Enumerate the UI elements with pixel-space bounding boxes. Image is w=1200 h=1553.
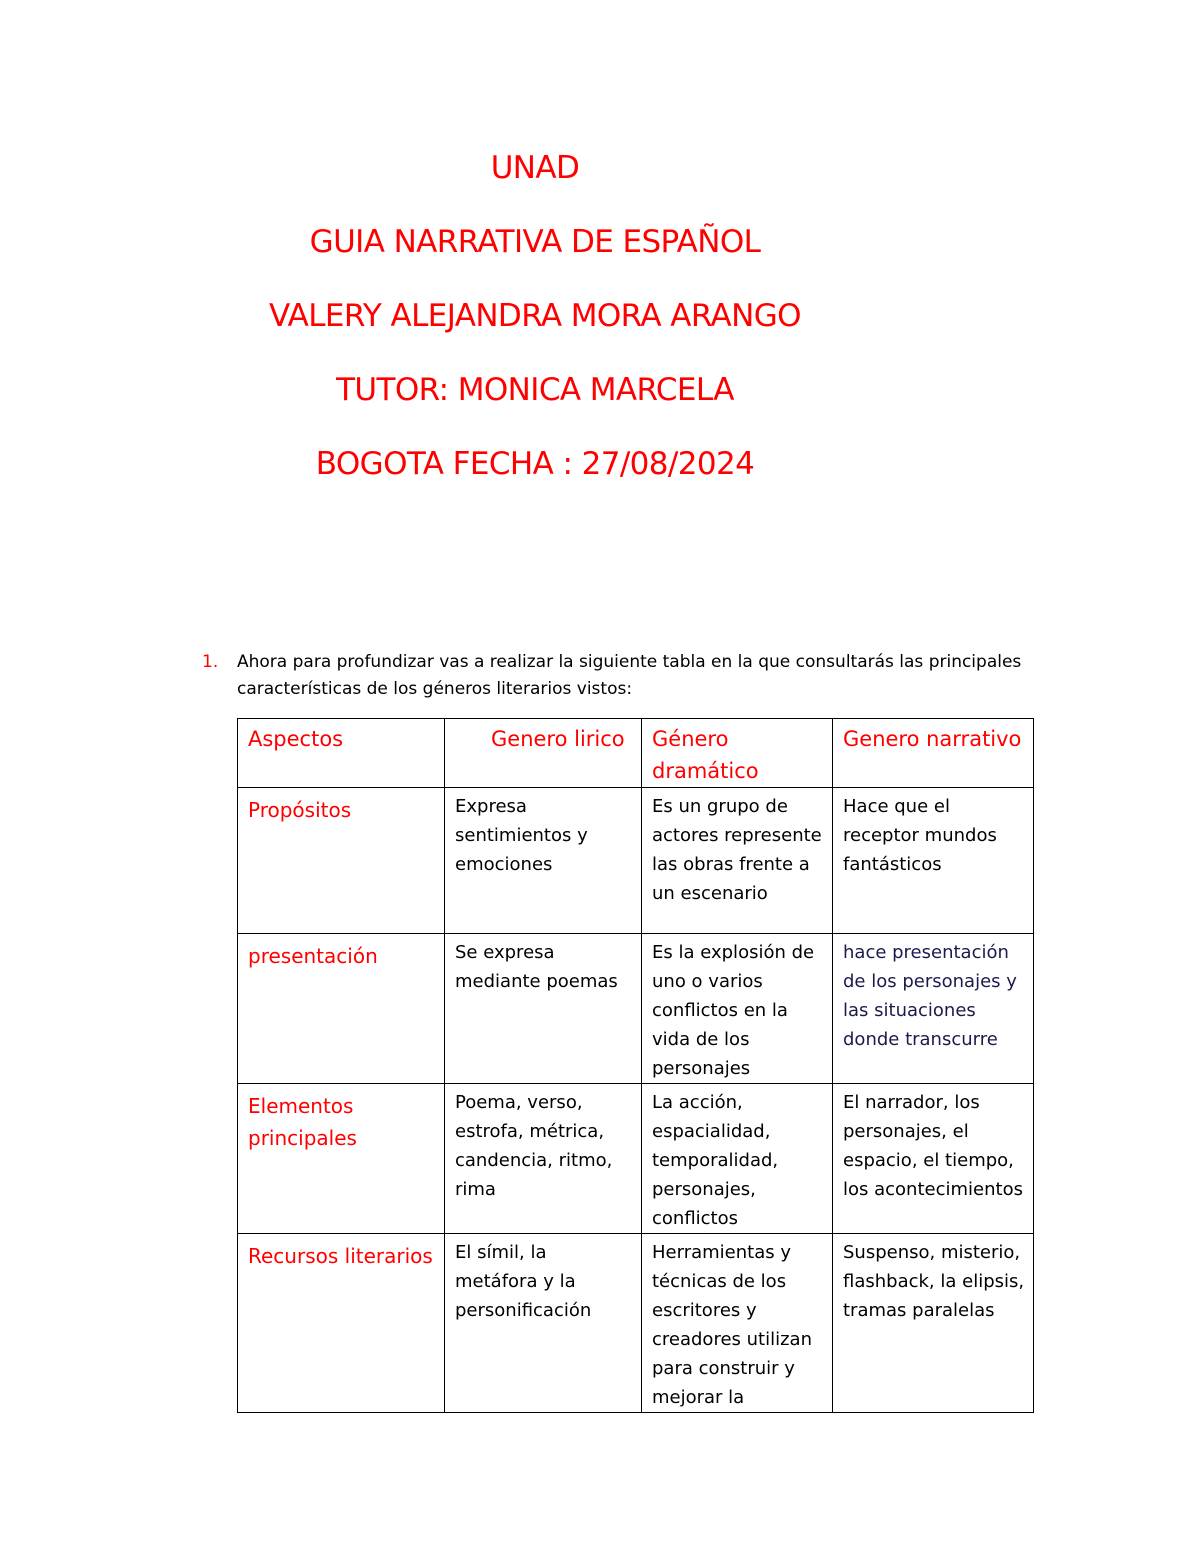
aspect-cell: Elementos principales	[238, 1084, 445, 1234]
header-genero-lirico: Genero lirico	[445, 719, 642, 788]
guide-title: GUIA NARRATIVA DE ESPAÑOL	[309, 224, 761, 260]
dramatico-cell: Es la explosión de uno o varios conflictos en la vida de los personajes	[642, 934, 833, 1084]
narrativo-cell: hace presentación de los personajes y las situaciones donde transcurre	[833, 934, 1034, 1084]
city-date: BOGOTA FECHA : 27/08/2024	[315, 446, 755, 482]
tutor-name: TUTOR: MONICA MARCELA	[336, 372, 734, 408]
cover-header	[0, 140, 1070, 510]
header-aspectos: Aspectos	[238, 719, 445, 788]
dramatico-cell: Es un grupo de actores represente las obras frente a un escenario	[642, 788, 833, 934]
narrativo-cell: El narrador, los personajes, el espacio, el tiempo, los acontecimientos	[833, 1084, 1034, 1234]
lirico-cell: El símil, la metáfora y la personificación	[445, 1234, 642, 1413]
table-row	[238, 934, 1034, 1084]
aspect-cell: Propósitos	[238, 788, 445, 934]
question-item	[202, 649, 1052, 703]
lirico-cell: Poema, verso, estrofa, métrica, candencia, ritmo, rima	[445, 1084, 642, 1234]
dramatico-cell: Herramientas y técnicas de los escritores y creadores utilizan para construir y mejorar la	[642, 1234, 833, 1413]
question-number: 1.	[202, 652, 219, 672]
student-name: VALERY ALEJANDRA MORA ARANGO	[269, 298, 801, 334]
institution-title: UNAD	[490, 150, 580, 186]
aspect-cell: presentación	[238, 934, 445, 1084]
header-genero-narrativo: Genero narrativo	[833, 719, 1034, 788]
lirico-cell: Expresa sentimientos y emociones	[445, 788, 642, 934]
lirico-cell: Se expresa mediante poemas	[445, 934, 642, 1084]
narrativo-cell: Suspenso, misterio, flashback, la elipsis, tramas paralelas	[833, 1234, 1034, 1413]
table-header-row	[238, 719, 1034, 788]
question-text: Ahora para profundizar vas a realizar la siguiente tabla en la que consultarás las principales características de los géneros literarios vistos:	[237, 652, 1022, 699]
table-row	[238, 1234, 1034, 1413]
narrativo-cell: Hace que el receptor mundos fantásticos	[833, 788, 1034, 934]
aspect-cell: Recursos literarios	[238, 1234, 445, 1413]
header-genero-dramatico: Género dramático	[642, 719, 833, 788]
table-row	[238, 1084, 1034, 1234]
table-row	[238, 788, 1034, 934]
literary-genres-table	[237, 718, 1034, 1413]
dramatico-cell: La acción, espacialidad, temporalidad, personajes, conflictos	[642, 1084, 833, 1234]
